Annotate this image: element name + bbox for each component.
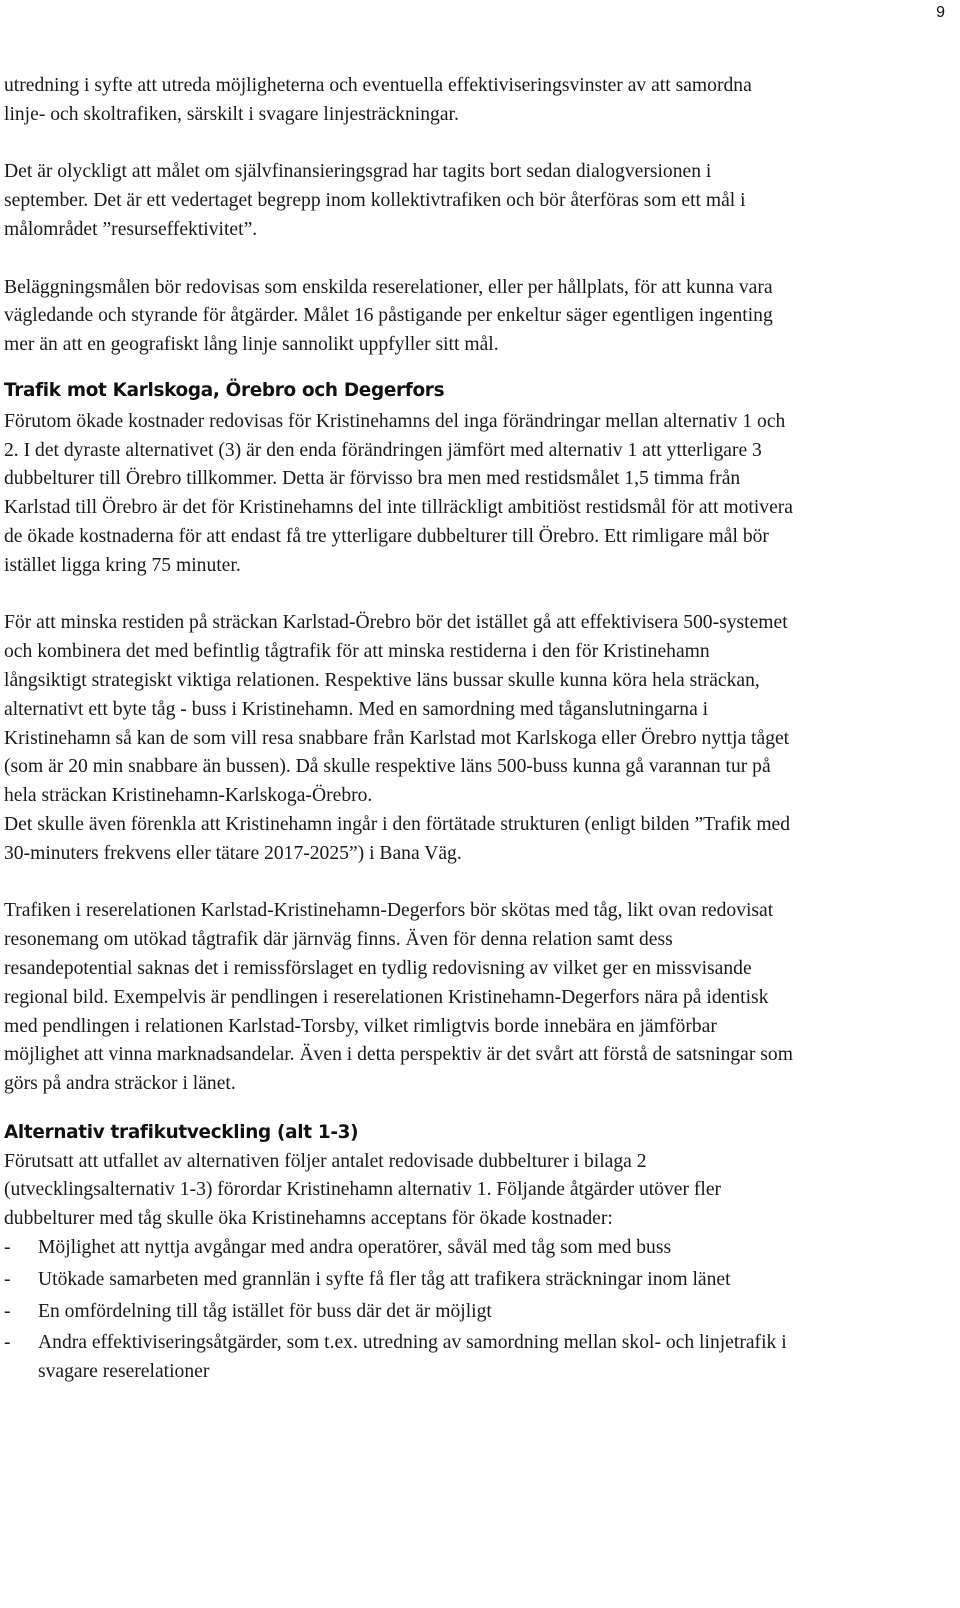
paragraph-4: Förutom ökade kostnader redovisas för Kristinehamns del inga förändringar mellan alternativ 1 och 2. I det dyraste alternativet (3) är den enda förändringen jämfört med alternativ 1 att ytterligare 3 dubbelturer till Örebro tillkommer. Detta är förvisso bra men med restidsmålet 1,5 timma från Karlstad till Örebro är det för Kristinehamns del inte tillräckligt ambitiöst restidsmål för att motivera de ökade kostnaderna för att endast få tre ytterligare dubbelturer till Örebro. Ett rimligare mål bör istället ligga kring 75 minuter.	[4, 410, 793, 576]
list-item	[4, 1234, 794, 1263]
paragraph-8: Förutsatt att utfallet av alternativen följer antalet redovisade dubbelturer i bilaga 2 (utvecklingsalternativ 1-3) förordar Kristinehamn alternativ 1. Följande åtgärder utöver fler dubbelturer med tåg skulle öka Kristinehamns acceptans för ökade kostnader:	[4, 1150, 722, 1230]
list-item	[4, 1298, 794, 1327]
list-bullet: -	[4, 1300, 11, 1322]
list-bullet: -	[4, 1268, 11, 1290]
list-item	[4, 1266, 794, 1295]
list-bullet: -	[4, 1332, 11, 1354]
list-item-text: Möjlighet att nyttja avgångar med andra operatörer, såväl med tåg som med buss	[38, 1237, 672, 1259]
list-item-text: Andra effektiviseringsåtgärder, som t.ex. utredning av samordning mellan skol- och linjetrafik i svagare reserelationer	[38, 1332, 787, 1383]
paragraph-6: Det skulle även förenkla att Kristinehamn ingår i den förtätade strukturen (enligt bilden ”Trafik med 30-minuters frekvens eller tätare 2017-2025”) i Bana Väg.	[4, 813, 791, 864]
section-heading-alternatives: Alternativ trafikutveckling (alt 1-3)	[4, 1121, 359, 1143]
paragraph-7: Trafiken i reserelationen Karlstad-Kristinehamn-Degerfors bör skötas med tåg, likt ovan redovisat resonemang om utökad tågtrafik där järnväg finns. Även för denna relation samt dess resandepotential saknas det i remissförslaget en tydlig redovisning av vilket ger en missvisande regional bild. Exempelvis är pendlingen i reserelationen Kristinehamn-Degerfors nära på identisk med pendlingen i relationen Karlstad-Torsby, vilket rimligtvis borde innebära en jämförbar möjlighet att vinna marknadsandelar. Även i detta perspektiv är det svårt att förstå de satsningar som görs på andra sträckor i länet.	[4, 900, 793, 1095]
measures-list	[4, 1234, 794, 1387]
section-heading-traffic: Trafik mot Karlskoga, Örebro och Degerfors	[4, 379, 445, 401]
list-item-text: En omfördelning till tåg istället för buss där det är möjligt	[38, 1300, 492, 1322]
list-bullet: -	[4, 1237, 11, 1259]
list-item	[4, 1329, 794, 1387]
document-body	[4, 72, 794, 1387]
list-item-text: Utökade samarbeten med grannlän i syfte få fler tåg att trafikera sträckningar inom länet	[38, 1268, 731, 1290]
paragraph-5: För att minska restiden på sträckan Karlstad-Örebro bör det istället gå att effektivisera 500-systemet och kombinera det med befintlig tågtrafik för att minska restiderna i den för Kristinehamn långsiktigt strategiskt viktiga relationen. Respektive läns bussar skulle kunna köra hela sträckan, alternativt ett byte tåg - buss i Kristinehamn. Med en samordning med tåganslutningarna i Kristinehamn så kan de som vill resa snabbare från Karlstad mot Karlskoga eller Örebro nyttja tåget (som är 20 min snabbare än bussen). Då skulle respektive läns 500-buss kunna gå varannan tur på hela sträckan Kristinehamn-Karlskoga-Örebro.	[4, 612, 790, 807]
paragraph-2: Det är olyckligt att målet om självfinansieringsgrad har tagits bort sedan dialogversionen i september. Det är ett vedertaget begrepp inom kollektivtrafiken och bör återföras som ett mål i målområdet ”resurseffektivitet”.	[4, 161, 746, 240]
paragraph-3: Beläggningsmålen bör redovisas som enskilda reserelationer, eller per hållplats, för att kunna vara vägledande och styrande för åtgärder. Målet 16 påstigande per enkeltur säger egentligen ingenting mer än att en geografiskt lång linje sannolikt uppfyller sitt mål.	[4, 276, 773, 356]
page-number: 9	[936, 4, 945, 21]
paragraph-1: utredning i syfte att utreda möjligheterna och eventuella effektiviseringsvinster av att samordna linje- och skoltrafiken, särskilt i svagare linjesträckningar.	[4, 75, 752, 125]
